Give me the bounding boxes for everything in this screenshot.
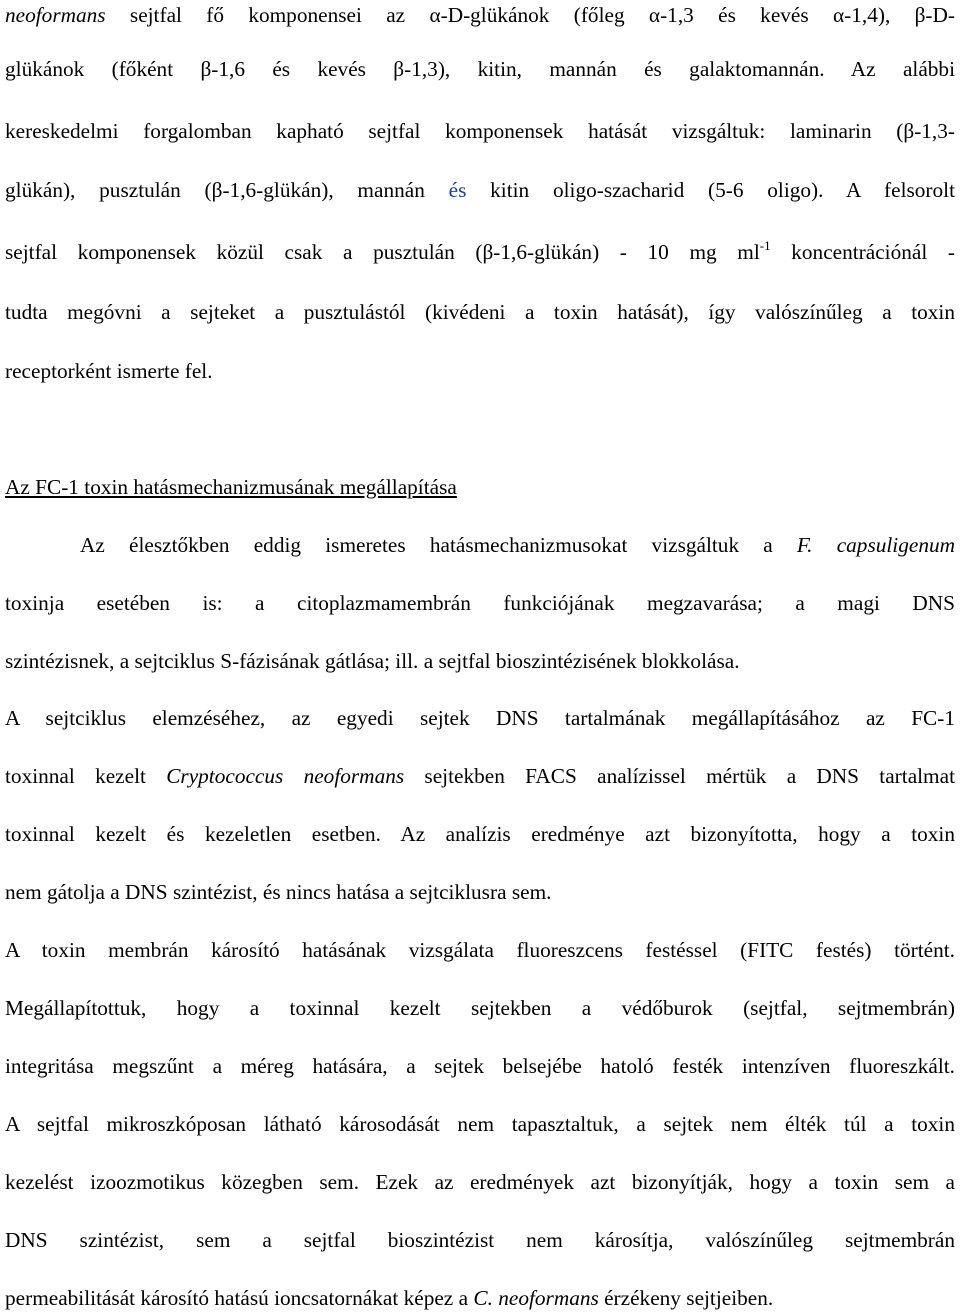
p1-line-4 xyxy=(5,175,955,205)
p3-line-1: A sejtciklus elemzéséhez, az egyedi sejtek DNS tartalmának megállapításához az FC-1 xyxy=(5,706,955,730)
p3-line-2 xyxy=(5,761,955,791)
p1-line-4-text-b: kitin oligo-szacharid (5-6 oligo). A felsorolt xyxy=(466,178,956,202)
section-heading: Az FC-1 toxin hatásmechanizmusának megállapítása xyxy=(5,475,457,499)
p1-line-4-text-a: glükán), pusztulán (β-1,6-glükán), mannán xyxy=(5,178,449,202)
p1-line-2: glükánok (főként β-1,6 és kevés β-1,3), kitin, mannán és galaktomannán. Az alábbi xyxy=(5,57,955,81)
species-name: Cryptococcus neoformans xyxy=(166,764,405,788)
species-name: neoformans xyxy=(5,3,106,27)
p2-line-1-text: Az élesztőkben eddig ismeretes hatásmechanizmusokat vizsgáltuk a xyxy=(80,533,797,557)
p1-line-5-text-a: sejtfal komponensek közül csak a pusztulán (β-1,6-glükán) - 10 mg ml xyxy=(5,240,760,264)
p1-line-1 xyxy=(5,0,955,30)
p4-line-1: A toxin membrán károsító hatásának vizsgálata fluoreszcens festéssel (FITC festés) történt. xyxy=(5,938,955,962)
p3-line-3: toxinnal kezelt és kezeletlen esetben. Az analízis eredménye azt bizonyította, hogy a toxin xyxy=(5,822,955,846)
p4-line-7-text-a: permeabilitását károsító hatású ioncsatornákat képez a xyxy=(5,1286,474,1310)
species-name: C. neoformans xyxy=(473,1286,599,1310)
p4-line-2: Megállapítottuk, hogy a toxinnal kezelt sejtekben a védőburok (sejtfal, sejtmembrán) xyxy=(5,996,955,1020)
p4-line-6: DNS szintézist, sem a sejtfal bioszintézist nem károsítja, valószínűleg sejtmembrán xyxy=(5,1228,955,1252)
species-name: F. capsuligenum xyxy=(796,533,955,557)
p4-line-3: integritása megszűnt a méreg hatására, a sejtek belsejébe hatoló festék intenzíven fluoreszkált. xyxy=(5,1054,955,1078)
p1-line-6: tudta megóvni a sejteket a pusztulástól (kivédeni a toxin hatását), így valószínűleg a toxin xyxy=(5,300,955,324)
p1-line-3: kereskedelmi forgalomban kapható sejtfal komponensek hatását vizsgáltuk: laminarin (β-1,3- xyxy=(5,119,955,143)
highlighted-conjunction: és xyxy=(448,178,467,202)
p4-line-5: kezelést izoozmotikus közegben sem. Ezek az eredmények azt bizonyítják, hogy a toxin sem a xyxy=(5,1170,955,1194)
p4-line-7 xyxy=(5,1283,955,1313)
p1-line-1-text: sejtfal fő komponensei az α-D-glükánok (főleg α-1,3 és kevés α-1,4), β-D- xyxy=(105,3,955,27)
p2-line-2: toxinja esetében is: a citoplazmamembrán funkciójának megzavarása; a magi DNS xyxy=(5,591,955,615)
p2-line-3: szintézisnek, a sejtciklus S-fázisának gátlása; ill. a sejtfal bioszintézisének blokkolása. xyxy=(5,649,740,673)
p2-line-1 xyxy=(80,530,955,560)
p3-line-4: nem gátolja a DNS szintézist, és nincs hatása a sejtciklusra sem. xyxy=(5,880,552,904)
p1-line-5-text-b: koncentrációnál - xyxy=(770,240,955,264)
p3-line-2-text-a: toxinnal kezelt xyxy=(5,764,167,788)
p4-line-4: A sejtfal mikroszkóposan látható károsodását nem tapasztaltuk, a sejtek nem élték túl a toxin xyxy=(5,1112,955,1136)
p3-line-2-text-b: sejtekben FACS analízissel mértük a DNS tartalmat xyxy=(404,764,955,788)
p4-line-7-text-b: érzékeny sejtjeiben. xyxy=(598,1286,774,1310)
p1-line-7: receptorként ismerte fel. xyxy=(5,359,213,383)
p1-line-5 xyxy=(5,237,955,267)
superscript-exponent: -1 xyxy=(759,238,771,253)
